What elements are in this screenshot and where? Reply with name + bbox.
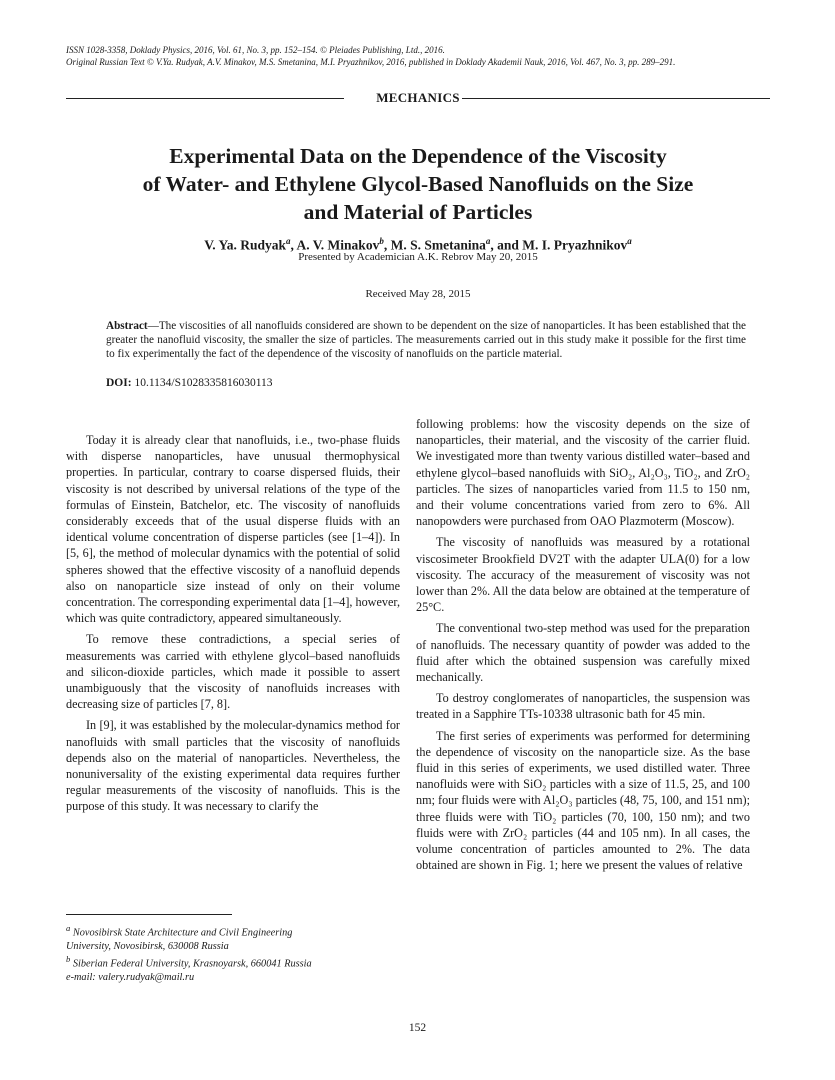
paragraph: following problems: how the viscosity depends on the size of nanoparticles, their material, and the viscosity of the carrier fluid. We investigated more than twenty various distilled water–based and ethylene glycol–based nanofluids with SiO₂, Al₂O₃, TiO₂, and ZrO₂ particles. The sizes of nanoparticles varied from 11.5 to 150 nm, and their volume concentrations varied from zero to 6%. All nanopowders were purchased from OAO Plazmoterm (Moscow). [416,417,750,529]
paragraph: The first series of experiments was performed for determining the dependence of viscosity on the nanoparticle size. As the base fluid in this series of experiments, we used distilled water. Three nanofluids were with SiO₂ particles with a size of 11.5, 25, and 100 nm; four fluids were with Al₂O₃ particles (48, 75, 100, and 151 nm); three fluids were with TiO₂ particles (70, 100, 150 nm); and two fluids were with ZrO₂ particles (44 and 105 nm). In all cases, the volume concentration of particles amounted to 2%. The data obtained are shown in Fig. 1; here we present the values of relative [416,728,750,873]
author-affiliation-mark: a [485,236,491,246]
author-name: M. S. Smetanina [390,237,486,253]
paragraph: Today it is already clear that nanofluids, i.e., two-phase fluids with disperse nanoparticles, have unusual thermophysical properties. In particular, contrary to coarse dispersed fluids, their viscosity is not described by universal relations of the type of the formulas of Einstein, Batchelor, etc. The viscosity of nanofluids considerably exceeds that of the usual disperse fluids with an identical volume concentration of disperse particles (see [1–4]). In [5, 6], the method of molecular dynamics with the potential of solid spheres showed that the effective viscosity of a nanofluid depends also on nanoparticle size instead of only on their volume concentration. The corresponding experimental data [1–4], however, which was quite contradictory, appeared simultaneously. [66,433,400,626]
paragraph: In [9], it was established by the molecular-dynamics method for nanofluids with small particles that the viscosity of nanofluids depends also on the material of nanoparticles. Nevertheless, the nonuniversality of the existing experimental data requires further regular measurements of the viscosity of nanofluids. This is the purpose of this study. It was necessary to clarify the [66,718,400,814]
footnote-text: Novosibirsk State Architecture and Civil Engineering [70,927,293,939]
title-line-2: of Water- and Ethylene Glycol-Based Nanofluids on the Size [142,172,694,196]
author-separator: , [383,237,391,253]
footnote-mark: b [66,954,71,965]
footnote-text: Siberian Federal University, Krasnoyarsk, 660041 Russia [70,958,312,970]
title-line-1: Experimental Data on the Dependence of the Viscosity [169,144,667,168]
running-header [66,44,776,68]
section-rule-right [462,98,770,99]
body-column-left [66,432,400,820]
author-separator: , and [490,237,523,253]
author-affiliation-mark: a [286,236,291,246]
doi-link[interactable]: 10.1134/S1028335816030113 [134,377,273,389]
paragraph: The conventional two-step method was used for the preparation of nanofluids. The necessary quantity of powder was added to the fluid after which the obtained suspension was carefully mixed mechanically. [416,621,750,685]
paragraph: The viscosity of nanofluids was measured by a rotational viscosimeter Brookfield DV2T with the adapter ULA(0) for a low viscosity. The accuracy of the measurement of viscosity was not lower than 2%. All the data below are obtained at the temperature of 25°C. [416,535,750,615]
footnote-b [66,953,400,971]
author-affiliation-mark: b [379,236,384,246]
header-line-1: ISSN 1028-3358, Doklady Physics, 2016, Vol. 61, No. 3, pp. 152–154. © Pleiades Publishing, Ltd., 2016. [66,45,445,55]
footnote-rule [66,914,232,915]
title-line-3: and Material of Particles [303,200,533,224]
body-column-right [416,416,750,878]
paragraph: To destroy conglomerates of nanoparticles, the suspension was treated in a Sapphire TTs-10338 ultrasonic bath for 45 min. [416,691,750,722]
author-name: V. Ya. Rudyak [204,237,287,253]
author-separator: , [290,237,297,253]
abstract-label: Abstract [106,320,148,332]
header-line-2: Original Russian Text © V.Ya. Rudyak, A.V. Minakov, M.S. Smetanina, M.I. Pryazhnikov, 2016, published in Doklady Akademii Nauk, 2016, Vol. 467, No. 3, pp. 289–291. [66,57,676,67]
received-date: Received May 28, 2015 [365,288,471,300]
section-label: MECHANICS [376,90,460,105]
paragraph: To remove these contradictions, a special series of measurements was carried with ethylene glycol–based nanofluids and silicon-dioxide particles, which made it possible to assert unambiguously that the viscosity of nanofluids increases with decreasing size of particles [7, 8]. [66,632,400,712]
footnote-a [66,922,400,940]
footnote-email[interactable]: e-mail: valery.rudyak@mail.ru [66,972,195,984]
footnote-mark: a [66,923,71,933]
abstract [106,319,746,362]
author-name: M. I. Pryazhnikov [522,237,628,253]
section-heading [66,90,770,106]
page-number: 152 [408,1022,427,1034]
footnote-a-continued: University, Novosibirsk, 630008 Russia [66,940,229,952]
affiliation-footnotes [66,922,400,984]
doi-label: DOI: [106,377,132,389]
abstract-text: —The viscosities of all nanofluids considered are shown to be dependent on the size of nanoparticles. It has been established that the greater the nanofluid viscosity, the smaller the size of particles. The measurements carried out in this study make it possible for the first time to fix experimentally the fact of the dependence of the viscosity of nanofluids on the particle material. [106,320,746,361]
article-title [66,142,770,226]
presented-by: Presented by Academician A.K. Rebrov May 20, 2015 [298,251,538,263]
author-name: A. V. Minakov [296,237,380,253]
doi [106,376,746,390]
author-affiliation-mark: a [627,236,632,246]
